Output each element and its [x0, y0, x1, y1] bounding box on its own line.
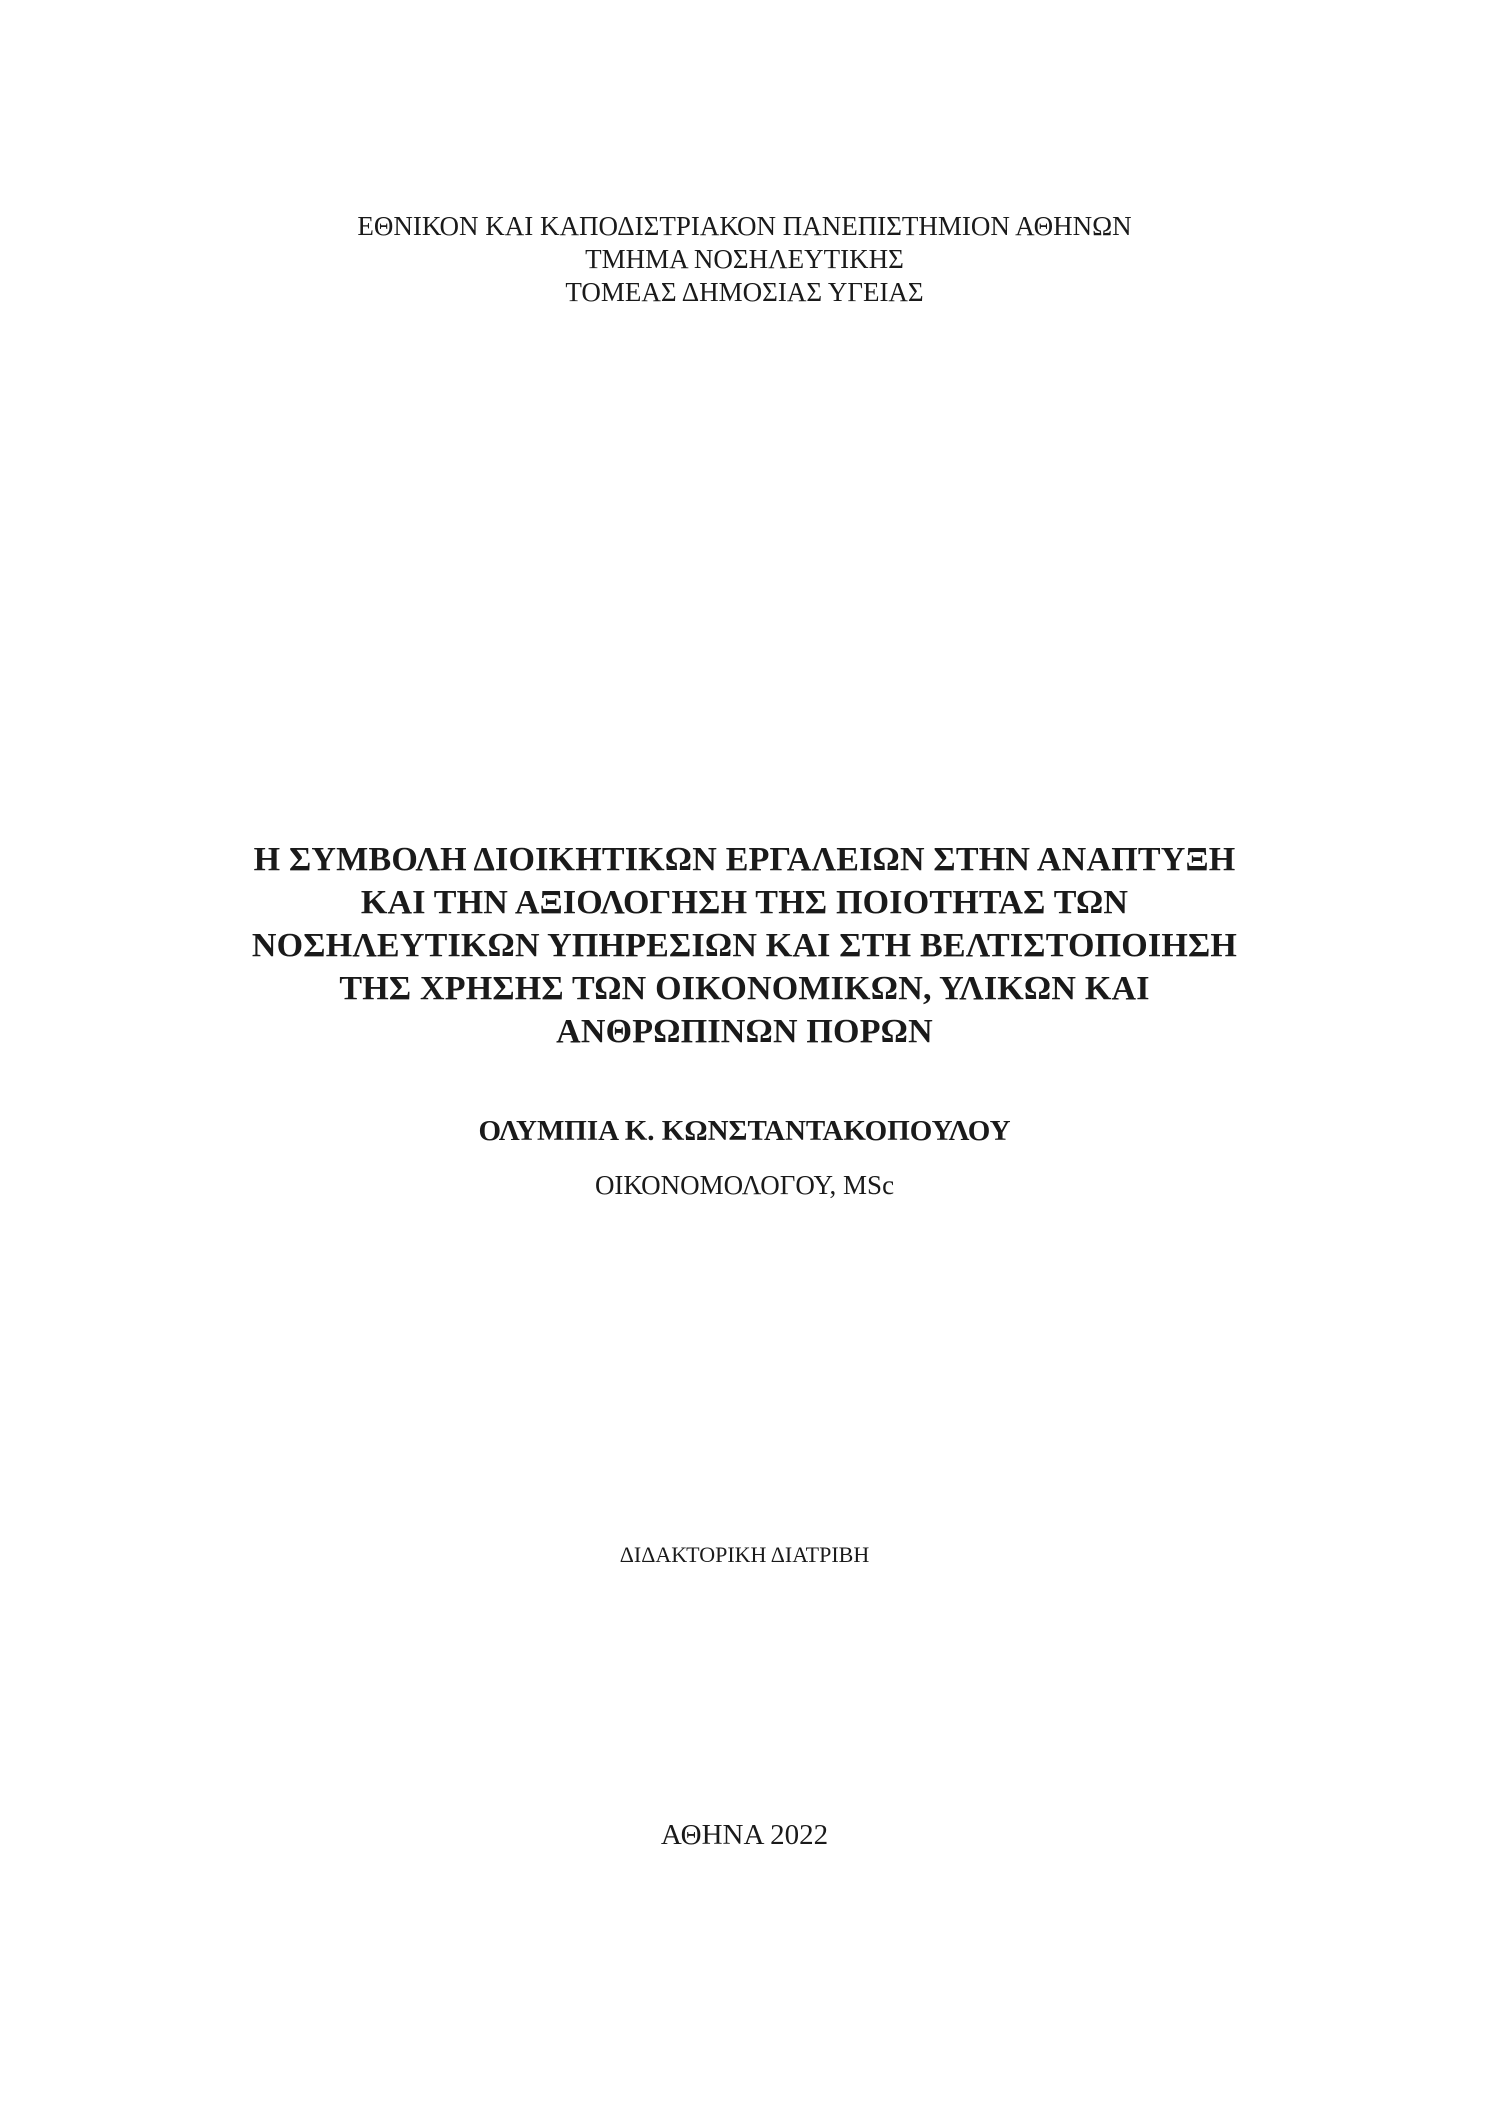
- title-line: Η ΣΥΜΒΟΛΗ ΔΙΟΙΚΗΤΙΚΩΝ ΕΡΓΑΛΕΙΩΝ ΣΤΗΝ ΑΝΑΠΤΥΞΗ: [253, 841, 1236, 878]
- document-type: ΔΙΔΑΚΤΟΡΙΚΗ ΔΙΑΤΡΙΒΗ: [619, 1542, 870, 1567]
- department-name: ΤΜΗΜΑ ΝΟΣΗΛΕΥΤΙΚΗΣ: [585, 244, 904, 274]
- author-name: ΟΛΥΜΠΙΑ Κ. ΚΩΝΣΤΑΝΤΑΚΟΠΟΥΛΟΥ: [478, 1115, 1011, 1147]
- thesis-title: [0, 838, 1489, 1053]
- place-year: ΑΘΗΝΑ 2022: [660, 1819, 829, 1851]
- section-name: ΤΟΜΕΑΣ ΔΗΜΟΣΙΑΣ ΥΓΕΙΑΣ: [565, 277, 924, 307]
- title-line: ΤΗΣ ΧΡΗΣΗΣ ΤΩΝ ΟΙΚΟΝΟΜΙΚΩΝ, ΥΛΙΚΩΝ ΚΑΙ: [339, 970, 1150, 1007]
- title-line: ΑΝΘΡΩΠΙΝΩΝ ΠΟΡΩΝ: [556, 1013, 933, 1050]
- institution-header: [0, 210, 1489, 309]
- title-line: ΚΑΙ ΤΗΝ ΑΞΙΟΛΟΓΗΣΗ ΤΗΣ ΠΟΙΟΤΗΤΑΣ ΤΩΝ: [360, 884, 1129, 921]
- title-line: ΝΟΣΗΛΕΥΤΙΚΩΝ ΥΠΗΡΕΣΙΩΝ ΚΑΙ ΣΤΗ ΒΕΛΤΙΣΤΟΠΟΙΗΣΗ: [251, 927, 1238, 964]
- university-name: ΕΘΝΙΚΟΝ ΚΑΙ ΚΑΠΟΔΙΣΤΡΙΑΚΟΝ ΠΑΝΕΠΙΣΤΗΜΙΟΝ ΑΘΗΝΩΝ: [357, 211, 1132, 241]
- author-degree: ΟΙΚΟΝΟΜΟΛΟΓΟΥ, MSc: [594, 1170, 895, 1200]
